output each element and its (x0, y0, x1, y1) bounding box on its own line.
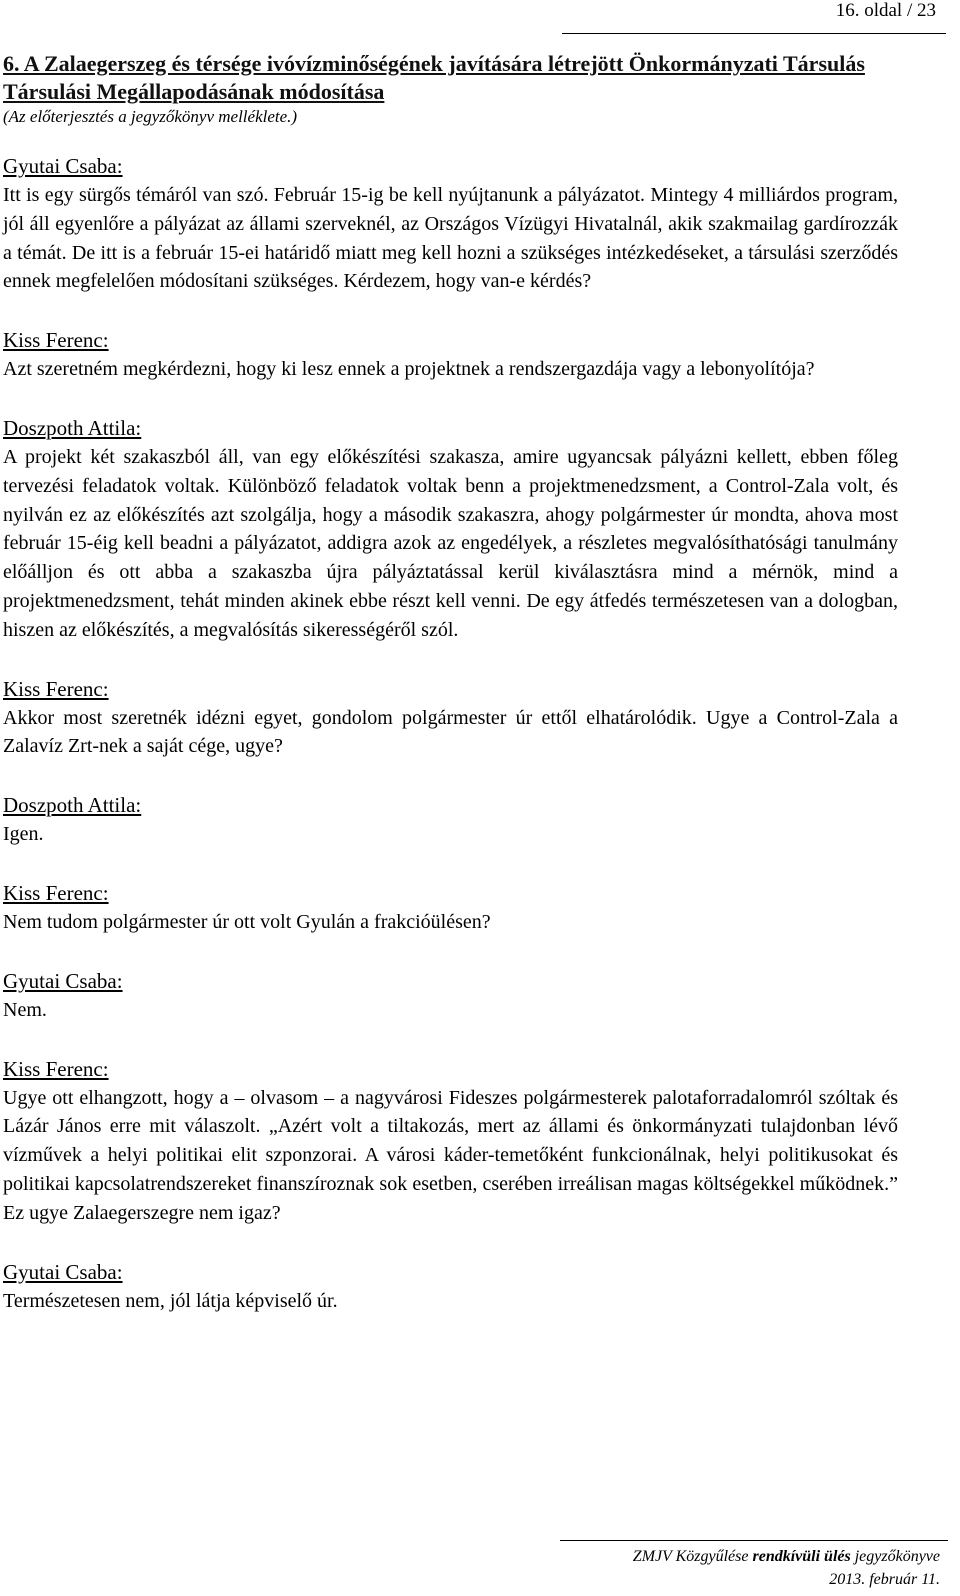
speech-text: Itt is egy sürgős témáról van szó. Február 15-ig be kell nyújtanunk a pályázatot. Mintegy 4 milliárdos program, jól áll egyenlőre a pályázat az állami szerveknél, az Országos Vízügyi Hivatalnál, akik szakmailag gardírozzák a témát. De itt is a február 15-ei határidő miatt meg kell hozni a szükséges intézkedéseket, a társulási szerződés ennek megfelelően módosítani szükséges. Kérdezem, hogy van-e kérdés? (3, 184, 898, 293)
footer-document-title (560, 1545, 940, 1568)
speaker-name: Gyutai Csaba: (3, 1259, 123, 1284)
footer-title-suffix: jegyzőkönyve (854, 1548, 940, 1565)
speaker-name: Gyutai Csaba: (3, 154, 123, 178)
section-note: (Az előterjesztés a jegyzőkönyv melléklete.) (3, 107, 298, 126)
speech-block (3, 326, 898, 384)
footer-title-prefix: ZMJV Közgyűlése (632, 1548, 749, 1565)
speech-text: Nem tudom polgármester úr ott volt Gyulán a frakcióülésen? (3, 910, 491, 933)
document-body (3, 50, 898, 1345)
speech-block (3, 675, 898, 762)
speaker-name: Kiss Ferenc: (3, 880, 109, 905)
speech-block (3, 967, 898, 1025)
speech-text: Ugye ott elhangzott, hogy a – olvasom – a nagyvárosi Fideszes polgármesterek palotaforradalomról szóltak és Lázár János erre mit válaszolt. „Azért volt a tiltakozás, mert az állami és önkormányzati tulajdonban lévő vízművek a helyi politikai elit szponzorai. A városi káder-temetőként funkcionálnak, helyi politikusokat és politikai kapcsolatrendszereket finanszíroznak sok esetben, cserében irreálisan magas költségekkel működnek.” Ez ugye Zalaegerszegre nem igaz? (3, 1086, 898, 1224)
speech-text: Természetesen nem, jól látja képviselő úr. (3, 1289, 338, 1312)
speaker-name: Kiss Ferenc: (3, 328, 109, 353)
speaker-name: Kiss Ferenc: (3, 676, 109, 701)
speaker-name: Doszpoth Attila: (3, 793, 142, 818)
speech-block (3, 791, 898, 849)
speech-block (3, 1055, 898, 1228)
speech-text: A projekt két szakaszból áll, van egy előkészítési szakasza, amire ugyancsak pályázni kellett, ebben főleg tervezési feladatok voltak. Különböző feladatok voltak benn a projektmenedzsment, a Control-Zala volt, és nyilván ez az előkészítés azt szolgálja, hogy a második szakaszra, ahogy polgármester úr mondta, ahova most február 15-éig kell beadni a pályázatot, addigra azok az engedélyek, a részletes megvalósíthatósági tanulmány előálljon és ott abba a szakaszba újra pályáztatással kerül kiválasztásra mind a mérnök, mind a projektmenedzsment, tehát minden akinek ebbe részt kell venni. De egy átfedés természetesen van a dologban, hiszen az előkészítés, a megvalósítás sikerességéről szól. (3, 445, 898, 641)
speech-text: Azt szeretném megkérdezni, hogy ki lesz ennek a projektnek a rendszergazdája vagy a lebonyolítója? (3, 358, 815, 381)
speech-text: Akkor most szeretnék idézni egyet, gondolom polgármester úr ettől elhatárolódik. Ugye a Control-Zala a Zalavíz Zrt-nek a saját cége, ugye? (3, 706, 898, 758)
speech-block (3, 414, 898, 645)
footer-date: 2013. február 11. (829, 1571, 940, 1588)
speech-block (3, 879, 898, 937)
speech-text: Nem. (3, 998, 47, 1021)
footer-title-emphasis: rendkívüli ülés (752, 1548, 851, 1565)
speaker-name: Doszpoth Attila: (3, 415, 142, 440)
speech-block (3, 152, 898, 296)
section-title: 6. A Zalaegerszeg és térsége ivóvízminőségének javítására létrejött Önkormányzati Társulás Társulási Megállapodásának módosítása (3, 51, 865, 104)
page-header (562, 0, 946, 34)
page-number: 16. oldal / 23 (835, 0, 936, 21)
speaker-name: Kiss Ferenc: (3, 1056, 109, 1081)
speech-block (3, 1258, 898, 1316)
speaker-name: Gyutai Csaba: (3, 968, 123, 993)
page-footer (560, 1540, 948, 1591)
speech-text: Igen. (3, 823, 44, 846)
